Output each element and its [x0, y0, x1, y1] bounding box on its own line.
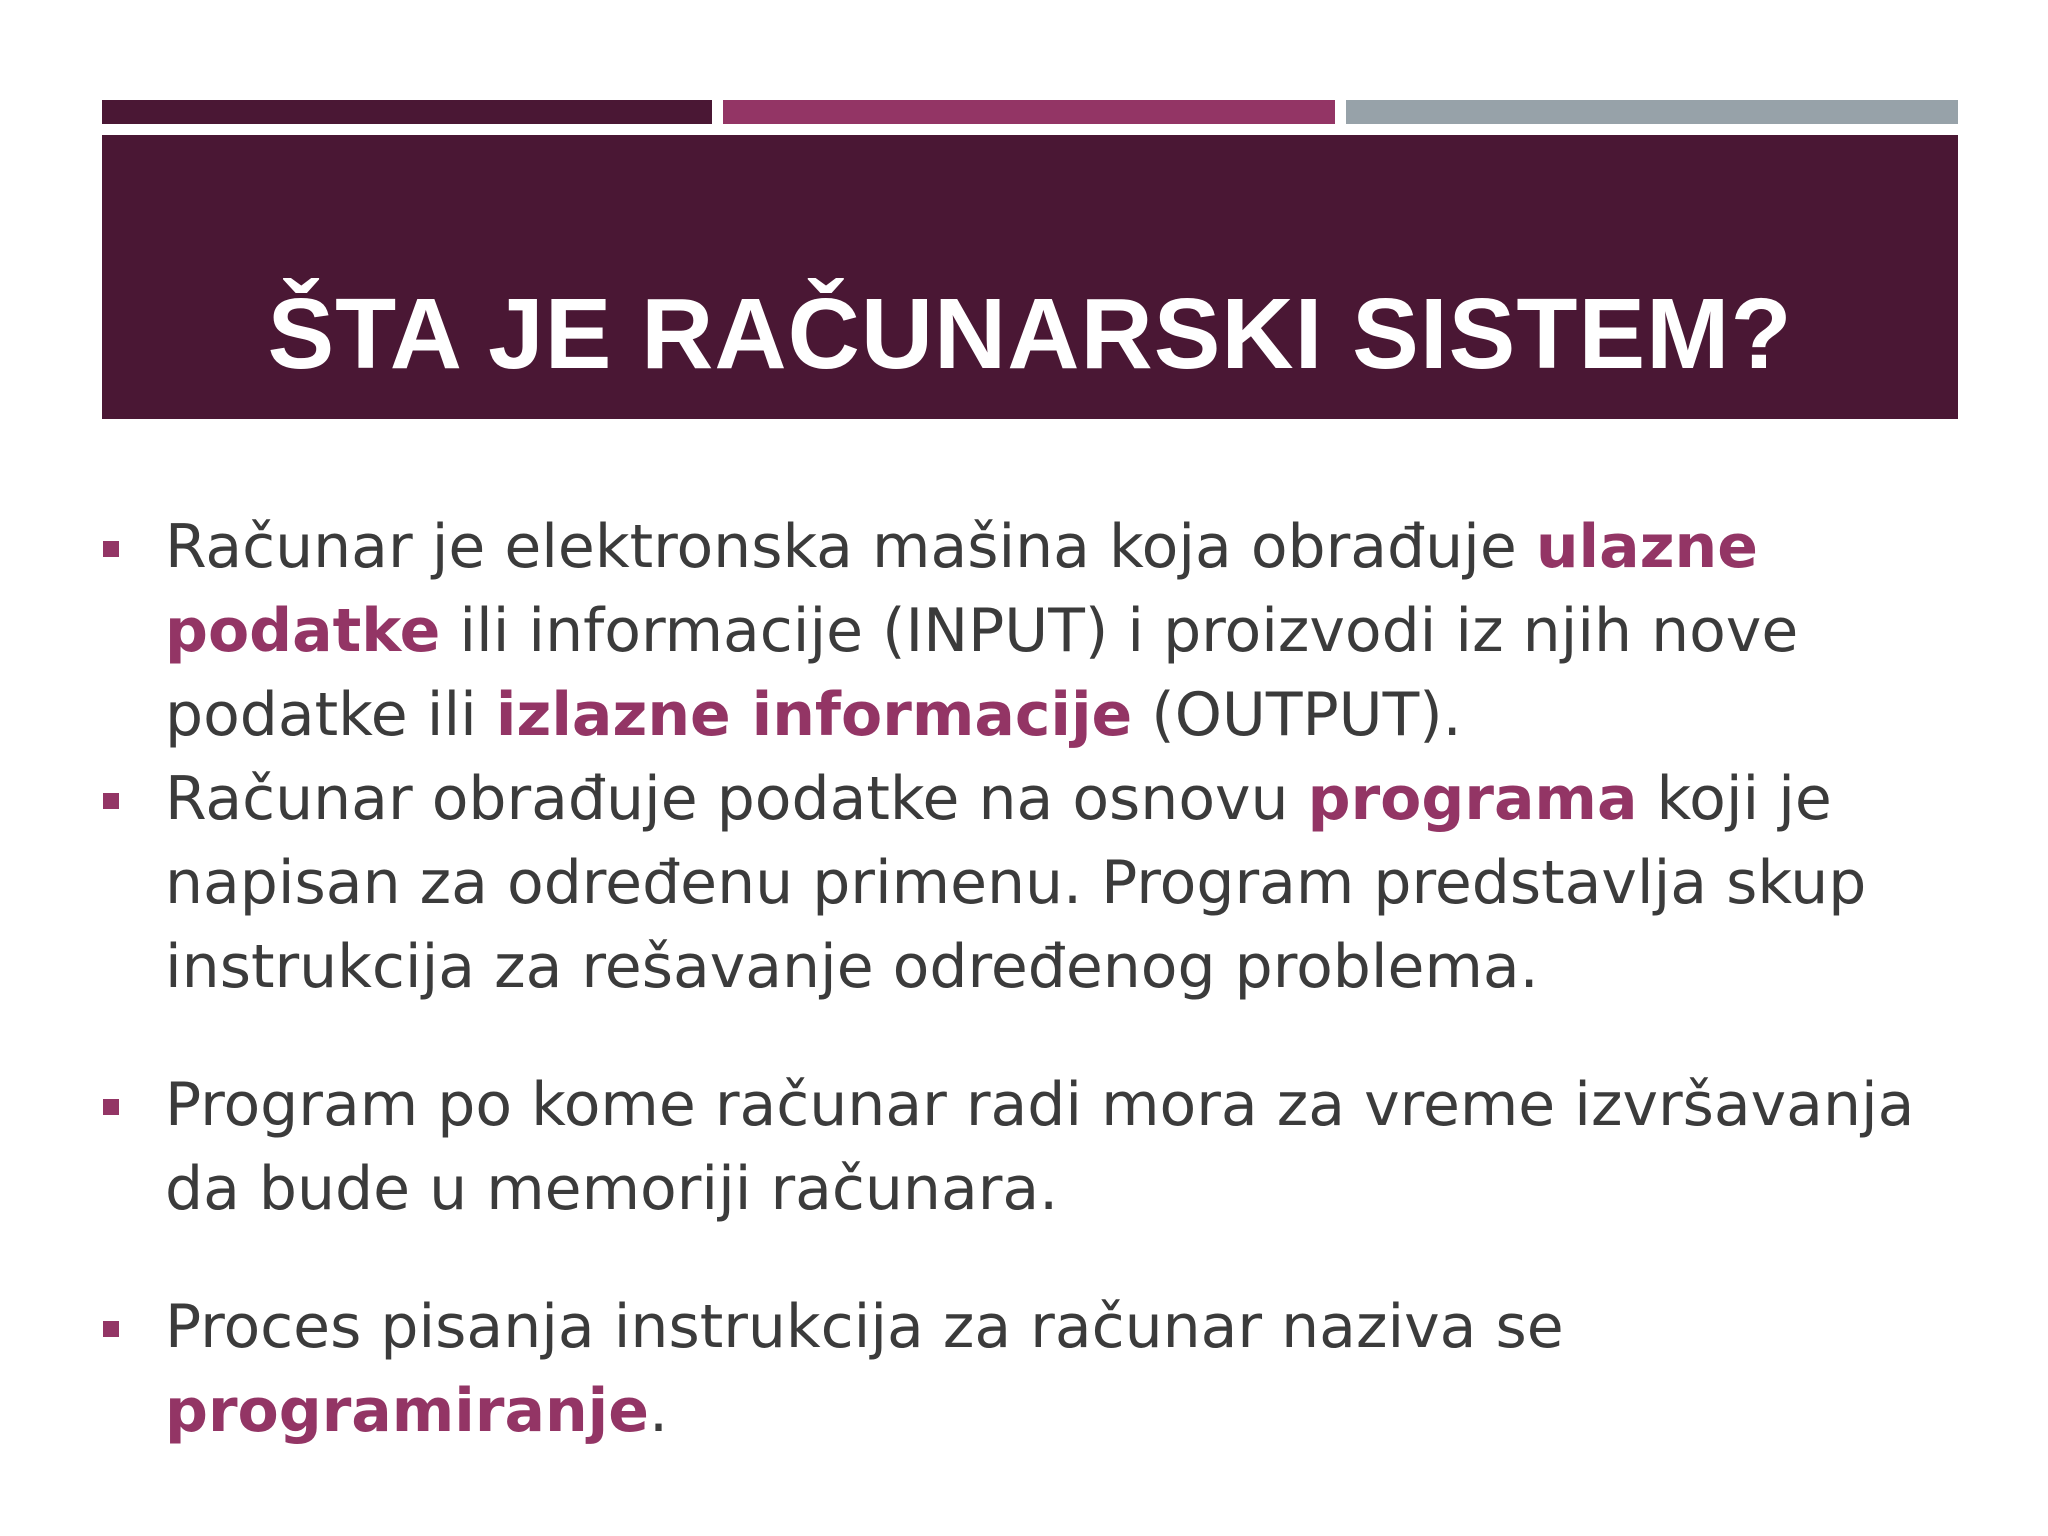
- bullet-line: [165, 1369, 1962, 1453]
- highlight-term: programiranje: [165, 1376, 649, 1446]
- text-run: Proces pisanja instrukcija za računar naziva se: [165, 1292, 1564, 1362]
- bullet-line: [165, 841, 1962, 925]
- highlight-term: ulazne: [1535, 512, 1758, 582]
- highlight-term: podatke: [165, 596, 441, 666]
- accent-bar-gray: [1346, 100, 1958, 124]
- square-bullet-icon: [103, 1099, 119, 1115]
- square-bullet-icon: [103, 541, 119, 557]
- bullet-line: [165, 1147, 1962, 1231]
- text-run: Program po kome računar radi mora za vreme izvršavanja: [165, 1070, 1915, 1140]
- bullet-item: [102, 1285, 1962, 1453]
- text-run: podatke ili: [165, 680, 496, 750]
- text-run: .: [648, 1376, 669, 1446]
- bullet-item: [102, 757, 1962, 1009]
- text-run: (OUTPUT).: [1132, 680, 1462, 750]
- text-run: Računar obrađuje podatke na osnovu: [165, 764, 1308, 834]
- accent-bar-magenta: [723, 100, 1335, 124]
- text-run: Računar je elektronska mašina koja obrađuje: [165, 512, 1536, 582]
- text-run: instrukcija za rešavanje određenog problema.: [165, 932, 1539, 1002]
- bullet-line: [165, 1285, 1962, 1369]
- bullet-list: [102, 505, 1962, 1453]
- highlight-term: programa: [1307, 764, 1638, 834]
- bullet-line: [165, 925, 1962, 1009]
- highlight-term: izlazne informacije: [495, 680, 1133, 750]
- bullet-line: [165, 589, 1962, 673]
- square-bullet-icon: [103, 1321, 119, 1337]
- slide-title: ŠTA JE RAČUNARSKI SISTEM?: [267, 278, 1793, 390]
- text-run: koji je: [1637, 764, 1832, 834]
- bullet-line: [165, 757, 1962, 841]
- square-bullet-icon: [103, 793, 119, 809]
- bullet-item: [102, 505, 1962, 757]
- bullet-line: [165, 673, 1962, 757]
- text-run: da bude u memoriji računara.: [165, 1154, 1059, 1224]
- title-band: [102, 135, 1958, 419]
- bullet-item: [102, 1063, 1962, 1231]
- text-run: ili informacije (INPUT) i proizvodi iz njih nove: [440, 596, 1799, 666]
- bullet-line: [165, 1063, 1962, 1147]
- bullet-line: [165, 505, 1962, 589]
- accent-bar-plum: [102, 100, 712, 124]
- text-run: napisan za određenu primenu. Program predstavlja skup: [165, 848, 1867, 918]
